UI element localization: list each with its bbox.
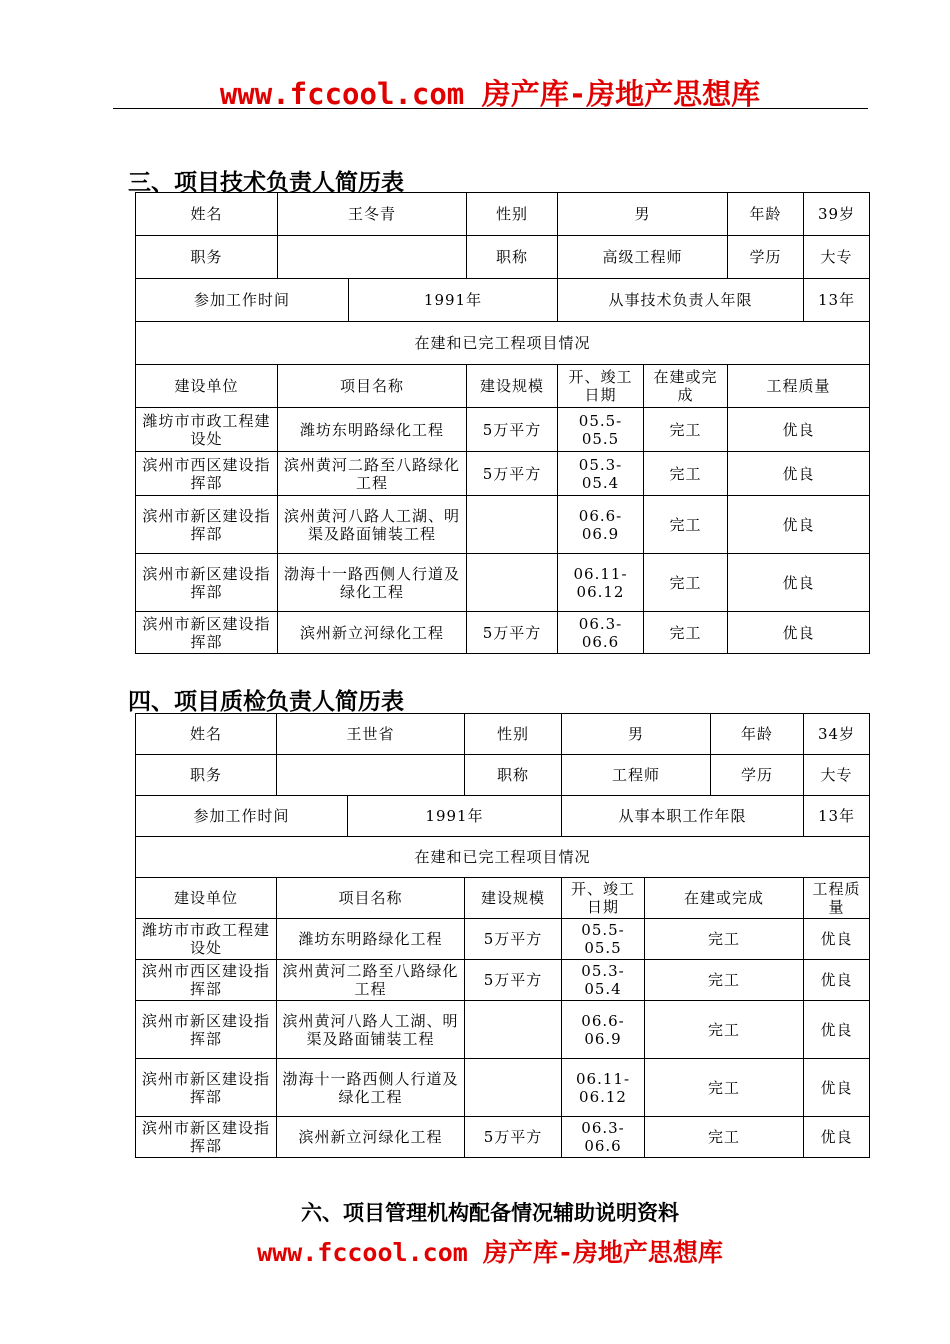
col-header-scale: 建设规模 (465, 878, 562, 919)
col-header-dates: 开、竣工日期 (562, 878, 645, 919)
age-value: 39岁 (804, 193, 870, 236)
quality-cell: 优良 (728, 452, 870, 496)
project-cell: 滨州黄河二路至八路绿化工程 (277, 960, 465, 1001)
info-row-2 (136, 755, 870, 796)
scale-cell: 5万平方 (467, 408, 558, 452)
project-cell: 潍坊东明路绿化工程 (278, 408, 467, 452)
info-row-1 (136, 714, 870, 755)
col-header-dates: 开、竣工日期 (558, 365, 644, 408)
edu-label: 学历 (711, 755, 804, 796)
age-value: 34岁 (804, 714, 870, 755)
project-cell: 滨州黄河二路至八路绿化工程 (278, 452, 467, 496)
project-cell: 滨州新立河绿化工程 (277, 1117, 465, 1158)
scale-cell: 5万平方 (465, 919, 562, 960)
client-cell: 滨州市新区建设指挥部 (136, 1059, 277, 1117)
client-cell: 滨州市新区建设指挥部 (136, 1117, 277, 1158)
rank-value: 工程师 (562, 755, 711, 796)
banner-url[interactable]: www.fccool.com (257, 1238, 468, 1267)
info-row-1 (136, 193, 870, 236)
rank-value: 高级工程师 (558, 236, 728, 279)
projects-header-row (136, 365, 870, 408)
status-cell: 完工 (645, 960, 804, 1001)
rank-label: 职称 (465, 755, 562, 796)
quality-cell: 优良 (804, 960, 870, 1001)
col-header-status: 在建或完成 (644, 365, 728, 408)
client-cell: 滨州市新区建设指挥部 (136, 496, 278, 554)
qc-section-title: 四、项目质检负责人简历表 (128, 688, 404, 715)
quality-cell: 优良 (804, 1001, 870, 1059)
col-header-client: 建设单位 (136, 365, 278, 408)
banner-url[interactable]: www.fccool.com (219, 77, 465, 111)
status-cell: 完工 (645, 1001, 804, 1059)
client-cell: 潍坊市市政工程建设处 (136, 919, 277, 960)
table-row (136, 1117, 870, 1158)
dates-cell: 05.3-05.4 (558, 452, 644, 496)
quality-cell: 优良 (804, 919, 870, 960)
status-cell: 完工 (644, 408, 728, 452)
table-row (136, 496, 870, 554)
years-value: 13年 (804, 279, 870, 322)
position-value (278, 236, 467, 279)
col-header-scale: 建设规模 (467, 365, 558, 408)
edu-label: 学历 (728, 236, 804, 279)
gender-value: 男 (558, 193, 728, 236)
name-value: 王冬青 (278, 193, 467, 236)
scale-cell: 5万平方 (467, 452, 558, 496)
dates-cell: 06.3-06.6 (558, 612, 644, 654)
gender-label: 性别 (465, 714, 562, 755)
qc-resume-table (135, 713, 870, 1158)
banner-site-name: 房产库-房地产思想库 (482, 1238, 723, 1267)
status-cell: 完工 (644, 496, 728, 554)
quality-cell: 优良 (804, 1059, 870, 1117)
projects-heading: 在建和已完工程项目情况 (136, 322, 870, 365)
client-cell: 滨州市西区建设指挥部 (136, 452, 278, 496)
table-row (136, 554, 870, 612)
join-label: 参加工作时间 (136, 279, 349, 322)
col-header-client: 建设单位 (136, 878, 277, 919)
info-row-3 (136, 279, 870, 322)
col-header-project: 项目名称 (278, 365, 467, 408)
scale-cell: 5万平方 (465, 1117, 562, 1158)
position-value (277, 755, 465, 796)
position-label: 职务 (136, 755, 277, 796)
tech-section-title: 三、项目技术负责人简历表 (128, 169, 404, 196)
name-label: 姓名 (136, 193, 278, 236)
client-cell: 滨州市新区建设指挥部 (136, 612, 278, 654)
years-value: 13年 (804, 796, 870, 837)
dates-cell: 06.11-06.12 (562, 1059, 645, 1117)
banner-site-name: 房产库-房地产思想库 (481, 77, 761, 111)
col-header-project: 项目名称 (277, 878, 465, 919)
projects-heading: 在建和已完工程项目情况 (136, 837, 870, 878)
table-row (136, 960, 870, 1001)
age-label: 年龄 (728, 193, 804, 236)
position-label: 职务 (136, 236, 278, 279)
status-cell: 完工 (645, 919, 804, 960)
dates-cell: 05.5-05.5 (558, 408, 644, 452)
dates-cell: 05.3-05.4 (562, 960, 645, 1001)
dates-cell: 06.6-06.9 (562, 1001, 645, 1059)
scale-cell: 5万平方 (467, 612, 558, 654)
quality-cell: 优良 (728, 612, 870, 654)
dates-cell: 06.11-06.12 (558, 554, 644, 612)
join-value: 1991年 (349, 279, 558, 322)
col-header-quality: 工程质量 (728, 365, 870, 408)
age-label: 年龄 (711, 714, 804, 755)
project-cell: 潍坊东明路绿化工程 (277, 919, 465, 960)
name-value: 王世省 (277, 714, 465, 755)
project-cell: 渤海十一路西侧人行道及绿化工程 (278, 554, 467, 612)
project-cell: 滨州新立河绿化工程 (278, 612, 467, 654)
info-row-2 (136, 236, 870, 279)
years-label: 从事技术负责人年限 (558, 279, 804, 322)
table-row (136, 1059, 870, 1117)
projects-heading-row (136, 322, 870, 365)
dates-cell: 06.3-06.6 (562, 1117, 645, 1158)
scale-cell (465, 1059, 562, 1117)
dates-cell: 06.6-06.9 (558, 496, 644, 554)
table-row (136, 408, 870, 452)
gender-value: 男 (562, 714, 711, 755)
table-row (136, 452, 870, 496)
table-row (136, 919, 870, 960)
header-divider (113, 108, 868, 109)
projects-header-row (136, 878, 870, 919)
scale-cell (467, 496, 558, 554)
client-cell: 滨州市新区建设指挥部 (136, 554, 278, 612)
project-cell: 滨州黄河八路人工湖、明渠及路面铺装工程 (277, 1001, 465, 1059)
client-cell: 滨州市西区建设指挥部 (136, 960, 277, 1001)
edu-value: 大专 (804, 755, 870, 796)
dates-cell: 05.5-05.5 (562, 919, 645, 960)
footer-banner (0, 1233, 950, 1269)
client-cell: 潍坊市市政工程建设处 (136, 408, 278, 452)
quality-cell: 优良 (804, 1117, 870, 1158)
quality-cell: 优良 (728, 496, 870, 554)
tech-resume-table (135, 192, 870, 654)
header-banner (0, 72, 950, 113)
status-cell: 完工 (644, 554, 728, 612)
edu-value: 大专 (804, 236, 870, 279)
years-label: 从事本职工作年限 (562, 796, 804, 837)
scale-cell (465, 1001, 562, 1059)
table-row (136, 1001, 870, 1059)
name-label: 姓名 (136, 714, 277, 755)
scale-cell: 5万平方 (465, 960, 562, 1001)
rank-label: 职称 (467, 236, 558, 279)
status-cell: 完工 (645, 1117, 804, 1158)
client-cell: 滨州市新区建设指挥部 (136, 1001, 277, 1059)
status-cell: 完工 (644, 452, 728, 496)
join-value: 1991年 (348, 796, 562, 837)
section-six-title: 六、项目管理机构配备情况辅助说明资料 (301, 1200, 679, 1225)
gender-label: 性别 (467, 193, 558, 236)
quality-cell: 优良 (728, 554, 870, 612)
table-row (136, 612, 870, 654)
col-header-status: 在建或完成 (645, 878, 804, 919)
quality-cell: 优良 (728, 408, 870, 452)
status-cell: 完工 (645, 1059, 804, 1117)
projects-heading-row (136, 837, 870, 878)
info-row-3 (136, 796, 870, 837)
status-cell: 完工 (644, 612, 728, 654)
project-cell: 滨州黄河八路人工湖、明渠及路面铺装工程 (278, 496, 467, 554)
col-header-quality: 工程质量 (804, 878, 870, 919)
scale-cell (467, 554, 558, 612)
join-label: 参加工作时间 (136, 796, 348, 837)
project-cell: 渤海十一路西侧人行道及绿化工程 (277, 1059, 465, 1117)
